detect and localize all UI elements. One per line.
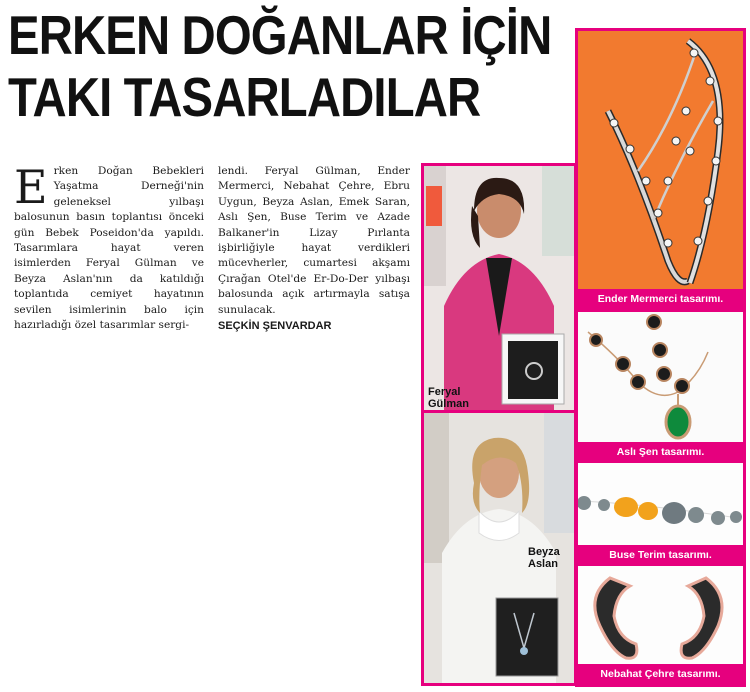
beyza-label-line2: Aslan	[528, 558, 558, 570]
bracelet-image	[578, 31, 743, 309]
article-text-2: lendi. Feryal Gülman, Ender Mermerci, Nebahat Çehre, Ebru Uygun, Beyza Aslan, Emek Saran, Aslı Şen, Buse Terim ve Azade Balkaner'in Lizay Pırlanta işbirliğiyle hayat verdikleri mücevherler, cumartesi akşamı Çırağan Otel'de Er-Do-Der yılbaşı balosunda açık artırmayla satışa sunulacak.	[218, 165, 410, 316]
jewelry-photo-4	[575, 563, 746, 687]
photo-beyza-aslan	[421, 410, 577, 686]
jewelry-photo-3	[575, 460, 746, 568]
jewelry-caption-1: Ender Mermerci tasarımı.	[578, 289, 743, 309]
author-byline: SEÇKİN ŞENVARDAR	[218, 320, 332, 333]
jewelry-photo-2	[575, 309, 746, 465]
jewelry-caption-2: Aslı Şen tasarımı.	[578, 442, 743, 462]
headline-line2: TAKI TASARLADILAR	[8, 66, 481, 128]
article-text-1: rken Doğan Bebekleri Yaşatma Derneği'nin geleneksel yılbaşı balosunun basın toplantısı önceki gün Bebek Poseidon'da yapıldı. Tasarımlara hayat veren isimlerden Feryal Gülman ve Beyza Aslan'nın da katıldığı toplantıda cemiyet hayatının sevilen isimlerinin balo için hazırladığı özel tasarımlar sergi-	[14, 165, 204, 332]
feryal-portrait-image	[424, 166, 574, 413]
article-column-1	[14, 160, 204, 333]
headline	[8, 4, 552, 128]
headline-line1: ERKEN DOĞANLAR İÇİN	[8, 4, 552, 66]
photo-feryal-gulman	[421, 163, 577, 416]
jewelry-caption-3: Buse Terim tasarımı.	[578, 545, 743, 565]
feryal-label-line2: Gülman	[428, 398, 469, 410]
feryal-label-line1: Feryal	[428, 386, 461, 398]
beyza-label-line1: Beyza	[528, 546, 560, 558]
necklace-image	[578, 312, 743, 462]
jewelry-photo-1	[575, 28, 746, 312]
drop-cap: E	[14, 160, 48, 214]
article-column-2	[218, 164, 410, 334]
jewelry-caption-4: Nebahat Çehre tasarımı.	[578, 664, 743, 684]
